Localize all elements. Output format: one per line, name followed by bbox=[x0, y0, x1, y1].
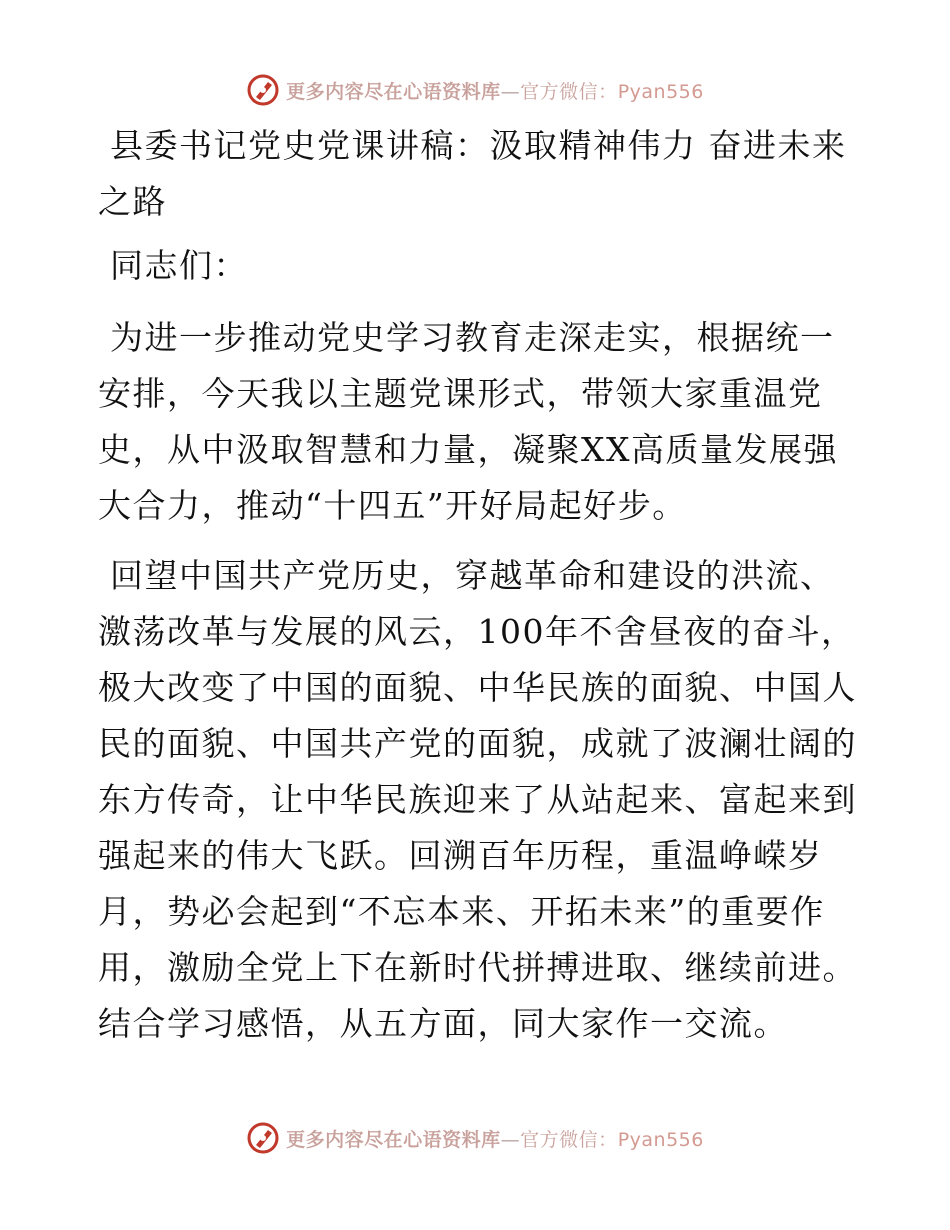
footer-watermark-banner bbox=[0, 1118, 950, 1158]
banner-library-text: 更多内容尽在心语资料库 bbox=[286, 1128, 501, 1151]
banner-library-text: 更多内容尽在心语资料库 bbox=[286, 80, 501, 103]
banner-wechat-label: 官方微信： bbox=[520, 1128, 618, 1151]
header-watermark-banner bbox=[0, 70, 950, 110]
banner-separator: — bbox=[500, 1128, 521, 1151]
document-body bbox=[98, 118, 858, 1066]
paragraph-intro: 为进一步推动党史学习教育走深走实，根据统一安排，今天我以主题党课形式，带领大家重温党史，从中汲取智慧和力量，凝聚XX高质量发展强大合力，推动“十四五”开好局起好步。 bbox=[98, 318, 838, 525]
banner-wechat-id: Pyan556 bbox=[617, 1128, 704, 1151]
pen-logo-icon bbox=[246, 73, 280, 107]
banner-text bbox=[286, 77, 704, 104]
banner-text bbox=[286, 1125, 704, 1152]
salutation: 同志们： bbox=[110, 246, 248, 285]
paragraph-history: 回望中国共产党历史，穿越革命和建设的洪流、激荡改革与发展的风云，100年不舍昼夜的奋斗，极大改变了中国的面貌、中华民族的面貌、中国人民的面貌、中国共产党的面貌，成就了波澜壮阔的东方传奇，让中华民族迎来了从站起来、富起来到强起来的伟大飞跃。回溯百年历程，重温峥嵘岁月，势必会起到“不忘本来、开拓未来”的重要作用，激励全党上下在新时代拼搏进取、继续前进。结合学习感悟，从五方面，同大家作一交流。 bbox=[98, 556, 857, 1043]
banner-wechat-label: 官方微信： bbox=[520, 80, 618, 103]
document-title: 县委书记党史党课讲稿：汲取精神伟力 奋进未来之路 bbox=[98, 126, 847, 221]
banner-wechat-id: Pyan556 bbox=[617, 80, 704, 103]
banner-separator: — bbox=[500, 80, 521, 103]
pen-logo-icon bbox=[246, 1121, 280, 1155]
